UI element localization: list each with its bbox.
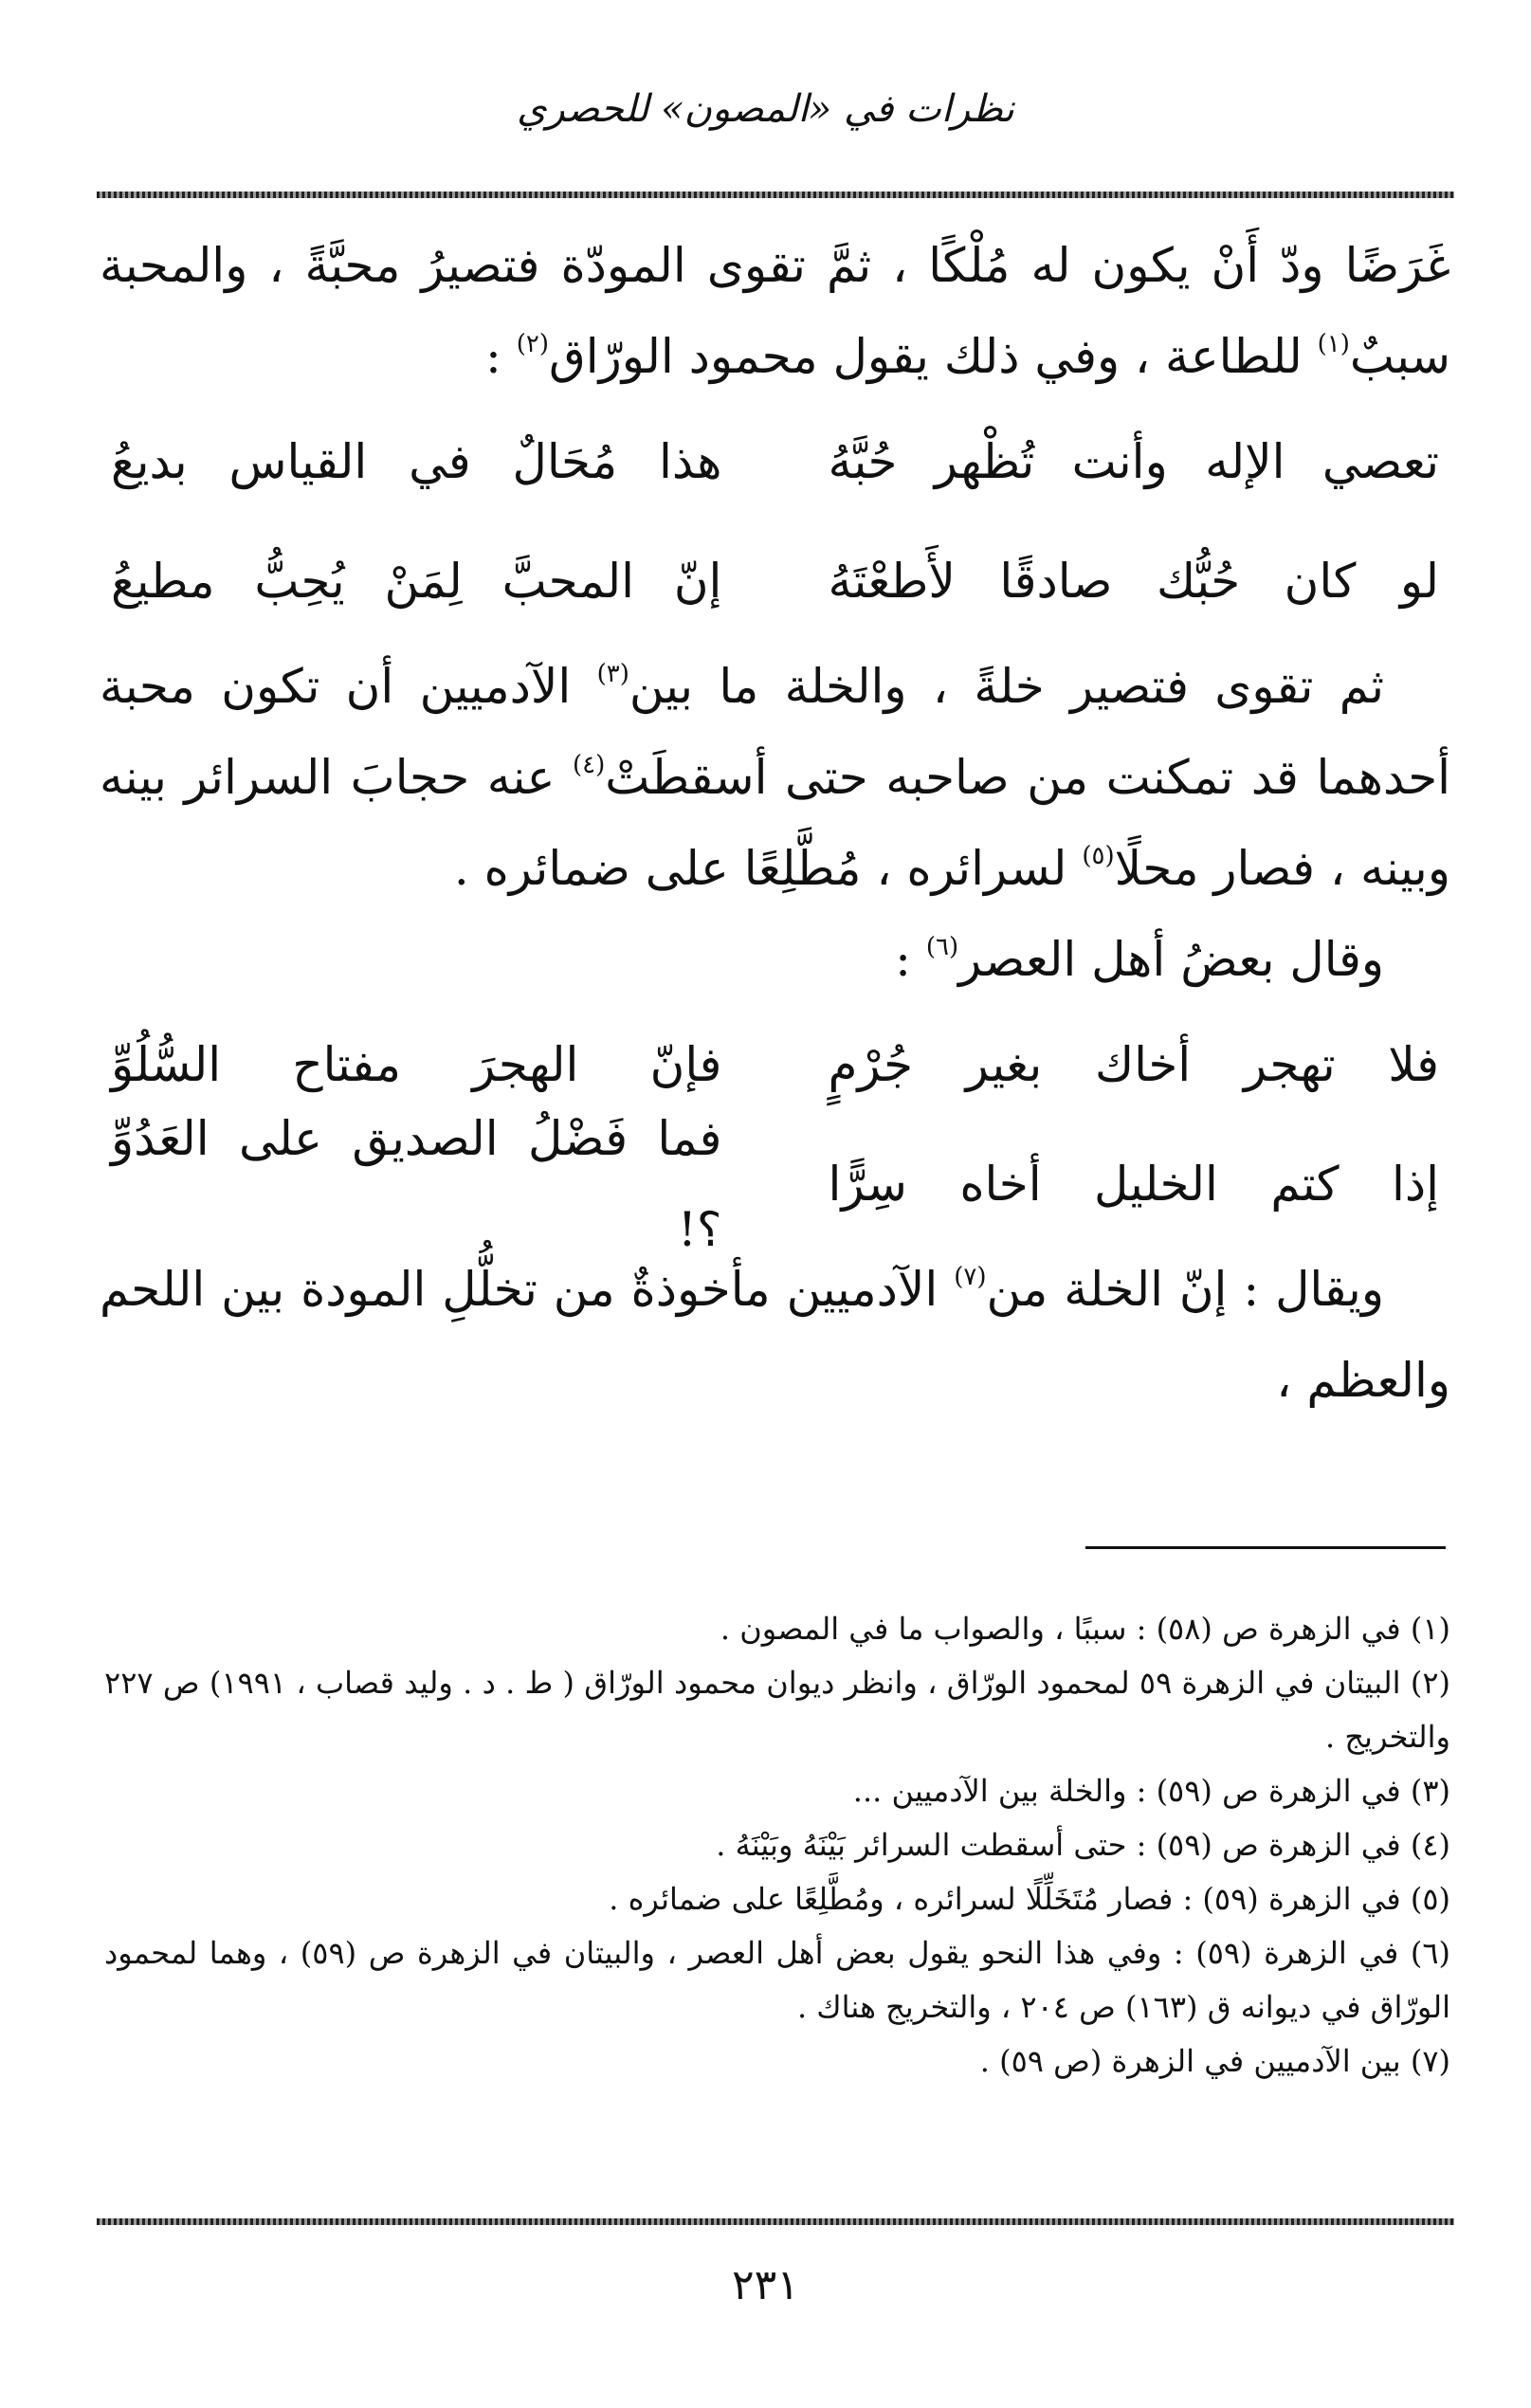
verse-first-half: إذا كتم الخليل أخاه سِرًّا [828, 1157, 1439, 1212]
verse-second-half: هذا مُحَالٌ في القياس بديعُ [111, 434, 722, 489]
footnotes [104, 1602, 1450, 2089]
footnote-ref-1[interactable]: (١) [1317, 330, 1350, 358]
verse-line [100, 521, 1450, 641]
footnote-separator [1085, 1546, 1446, 1549]
verse-line [100, 1111, 1450, 1257]
running-head: نظرات في «المصون» للحصري [517, 87, 1014, 131]
verse-line [100, 402, 1450, 521]
footnote-7: (٧) بين الآدميين في الزهرة (ص ٥٩) . [979, 2043, 1450, 2079]
verse-second-half: إنّ المحبَّ لِمَنْ يُحِبُّ مطيعُ [111, 554, 722, 609]
footnote-ref-5[interactable]: (٥) [1082, 842, 1115, 870]
footer-rule [97, 2218, 1454, 2225]
paragraph-4: ويقال : إنّ الخلة من$^{(٧)}$ الآدميين مأخوذةٌ من تخلُّلِ المودة بين اللحم والعظم ، [100, 1262, 1450, 1408]
footnote-2: (٢) البيتان في الزهرة ٥٩ لمحمود الورّاق ، وانظر ديوان محمود الورّاق ( ط . د . وليد قصاب ، ١٩٩١) ص ٢٢٧ والتخريج . [104, 1665, 1451, 1755]
main-text [100, 220, 1450, 1426]
footnote-ref-2[interactable]: (٢) [516, 330, 549, 358]
footnote-3: (٣) في الزهرة ص (٥٩) : والخلة بين الآدميين ... [852, 1773, 1450, 1809]
footnote-4: (٤) في الزهرة ص (٥٩) : حتى أسقطت السرائر بَيْنَهُ وبَيْنَهُ . [716, 1827, 1450, 1863]
paragraph-2: ثم تقوى فتصير خلةً ، والخلة ما بين$^{(٣)}$ الآدميين أن تكون محبة أحدهما قد تمكنت من صاحبه حتى أسقطَتْ$^{(٤)}$ عنه حجابَ السرائر بينه وبينه ، فصار محلًا$^{(٥)}$ لسرائره ، مُطَّلِعًا على ضمائره . [100, 659, 1450, 896]
footnote-ref-3[interactable]: (٣) [596, 660, 629, 688]
page-number: ٢٣١ [732, 2261, 799, 2309]
paragraph-1: غَرَضًا ودّ أَنْ يكون له مُلْكًا ، ثمَّ تقوى المودّة فتصيرُ محبَّةً ، والمحبة سببٌ$^{(١)}$ للطاعة ، وفي ذلك يقول محمود الورّاق$^{(٢)}$ : [100, 238, 1450, 384]
footnote-ref-4[interactable]: (٤) [572, 751, 606, 779]
verse-first-half: تعصي الإله وأنت تُظْهر حُبَّهُ [828, 434, 1439, 489]
verse-first-half: فلا تهجر أخاك بغير جُرْمٍ [828, 1037, 1439, 1092]
footnote-1: (١) في الزهرة ص (٥٨) : سببًا ، والصواب ما في المصون . [720, 1611, 1450, 1647]
verse-first-half: لو كان حُبُّك صادقًا لأَطعْتَهُ [828, 554, 1439, 609]
paragraph-3: وقال بعضُ أهل العصر$^{(٦)}$ : [895, 932, 1384, 987]
footnote-6: (٦) في الزهرة (٥٩) : وفي هذا النحو يقول بعض أهل العصر ، والبيتان في الزهرة ص (٥٩) ، وهما لمحمود الورّاق في ديوانه ق (١٦٣) ص ٢٠٤ ، والتخريج هناك . [104, 1935, 1451, 2025]
footnote-ref-7[interactable]: (٧) [954, 1263, 987, 1291]
header-rule [97, 192, 1454, 198]
verse-second-half: فما فَضْلُ الصديق على العَدُوِّ ؟! [111, 1111, 722, 1257]
verse-second-half: فإنّ الهجرَ مفتاح السُّلُوِّ [111, 1037, 722, 1092]
footnote-ref-6[interactable]: (٦) [925, 933, 959, 961]
footnote-5: (٥) في الزهرة (٥٩) : فصار مُتَخَلِّلًا لسرائره ، ومُطَّلِعًا على ضمائره . [609, 1881, 1450, 1917]
